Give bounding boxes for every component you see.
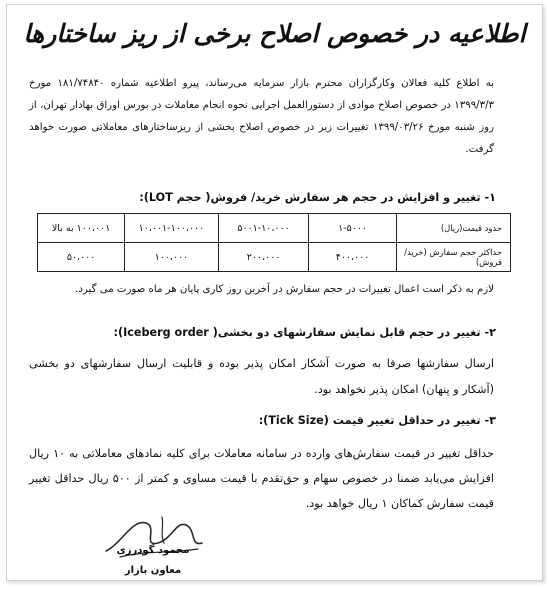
signature-block: [103, 541, 203, 581]
table-cell: ۱۰۰،۰۰۱ به بالا: [38, 214, 125, 243]
intro-paragraph: به اطلاع کلیه فعالان وکارگزاران محترم بازار سرمایه می‌رساند، پیرو اطلاعیه شماره ۱۸۱/۷۴۸۴۰ مورخ ۱۳۹۹/۳/۳ در خصوص اصلاح موادی از دستورالعمل اجرایی نحوه انجام معاملات در بورس اوراق بهادار تهران، از روز شنبه مورخ ۱۳۹۹/۰۳/۲۶ تغییرات زیر در خصوص اصلاح بخشی از ریزساختارهای معاملاتی صورت خواهد گرفت.: [29, 78, 494, 155]
table-row: [38, 214, 511, 243]
page-title: اطلاعیه در خصوص اصلاح برخی از ریز ساختارها: [23, 19, 526, 48]
section-1-note: لازم به ذکر است اعمال تغییرات در حجم سفارش در آخرین روز کاری پایان هر ماه صورت می گیرد.: [75, 284, 494, 295]
signatory-name: محمود گودرزی: [116, 545, 190, 556]
table-cell: ۱-۵۰۰۰: [309, 214, 396, 243]
section-3-heading: ۳- تغییر در حداقل تغییر قیمت (Tick Size):: [258, 414, 496, 427]
section-1-heading: ۱- تغییر و افزایش در حجم هر سفارش خرید/ فروش( حجم LOT):: [139, 191, 496, 204]
table-cell: ۵۰۰۱-۱۰،۰۰۰: [218, 214, 309, 243]
table-cell: ۴۰۰،۰۰۰: [309, 243, 396, 272]
signatory-role: معاون بازار: [124, 565, 182, 576]
table-cell: ۱۰،۰۰۱-۱۰۰،۰۰۰: [125, 214, 218, 243]
table-cell: ۱۰۰،۰۰۰: [125, 243, 218, 272]
section-2-heading: ۲- تغییر در حجم قابل نمایش سفارشهای دو بخشی( Iceberg order):: [113, 326, 496, 339]
section-3-body: حداقل تغییر در قیمت سفارش‌های وارده در سامانه معاملات برای کلیه نمادهای معاملاتی به ۱۰ ریال افزایش می‌یابد ضمنا در خصوص سهام و حق‌تقدم با قیمت مساوی و کمتر از ۵۰۰ ریال حداقل تغییر قیمت سفارش کماکان ۱ ریال خواهد بود.: [29, 447, 495, 510]
table-cell: ۵۰،۰۰۰: [38, 243, 125, 272]
announcement-page: [6, 4, 543, 581]
lot-size-table: [37, 213, 511, 272]
table-row-label: حداکثر حجم سفارش (خرید/ فروش): [396, 243, 510, 272]
table-row: [38, 243, 511, 272]
table-cell: ۲۰۰،۰۰۰: [218, 243, 309, 272]
table-row-label: حدود قیمت(ریال): [396, 214, 510, 243]
section-2-body: ارسال سفارشها صرفا به صورت آشکار امکان پذیر بوده و قابلیت ارسال سفارشهای دو بخشی (آشکار و پنهان) امکان پذیر نخواهد بود.: [29, 357, 494, 396]
